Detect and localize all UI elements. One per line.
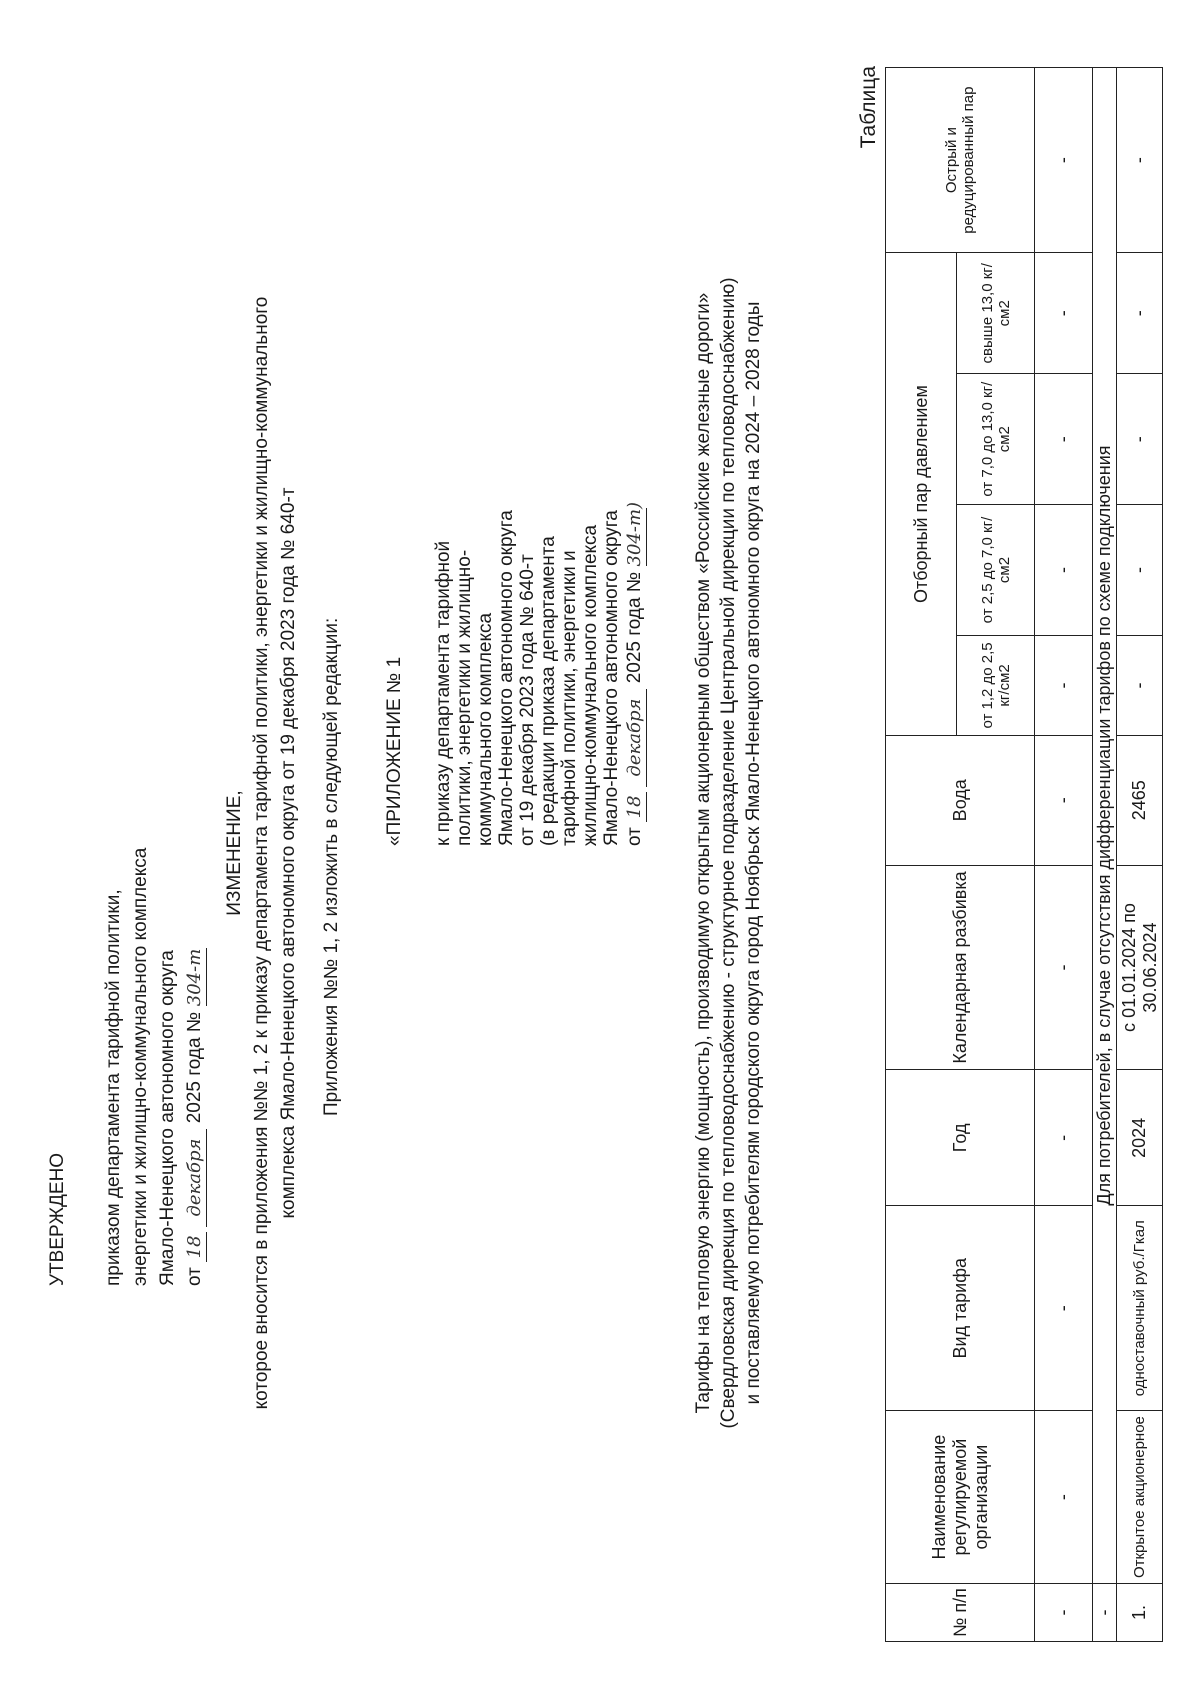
row1-year: 2024	[1117, 1070, 1163, 1206]
header-steam-2: от 2,5 до 7,0 кг/см2	[957, 505, 1035, 636]
header-steam-4: свыше 13,0 кг/см2	[957, 253, 1035, 374]
annex-month: декабря	[624, 698, 645, 777]
row1-sharp: -	[1117, 68, 1163, 253]
table-cell: -	[1035, 635, 1093, 735]
annex-line-8: жилищно-коммунального комплекса	[580, 524, 601, 846]
annex-number: 304-т)	[624, 501, 645, 567]
row1-steam-4: -	[1117, 253, 1163, 374]
table-cell: -	[1035, 505, 1093, 636]
header-sharp-steam: Острый и редуцированный пар	[886, 68, 1035, 253]
table-cell: -	[1035, 1583, 1093, 1641]
tariffs-heading-line-3: и поставляемую потребителям городского округа город Ноябрьск Ямало-Ненецкого автономного округа на 2024 – 2028 годы	[743, 301, 764, 1405]
table-row-dash	[1035, 68, 1093, 1642]
annex-day: 18	[624, 795, 645, 819]
tariffs-heading-line-2: (Свердловская дирекция по тепловодоснабжению - структурное подразделение Центральной дирекции по тепловодоснабжению)	[718, 277, 739, 1429]
table-label: Таблица	[857, 66, 880, 149]
annex-from: от	[624, 827, 645, 846]
table-row-1	[1117, 68, 1163, 1642]
annex-year-text: 2025 года №	[624, 571, 645, 684]
annex-line-6: (в редакции приказа департамента	[538, 536, 559, 846]
approval-year-text: 2025 года №	[184, 1011, 205, 1124]
header-steam: Отборный пар давлением	[886, 253, 957, 736]
table-cell: -	[1035, 1206, 1093, 1411]
annex-line-7: тарифной политики, энергетики и	[559, 550, 580, 846]
table-cell: -	[1035, 1070, 1093, 1206]
header-year: Год	[886, 1070, 1035, 1206]
table-cell: -	[1035, 865, 1093, 1070]
approval-line-1: приказом департамента тарифной политики,	[103, 889, 124, 1286]
header-calendar: Календарная разбивка	[886, 865, 1035, 1070]
header-steam-1: от 1,2 до 2,5 кг/см2	[957, 635, 1035, 735]
annex-line-3: коммунального комплекса	[475, 612, 496, 846]
header-steam-3: от 7,0 до 13,0 кг/см2	[957, 374, 1035, 505]
tariff-table	[885, 67, 1163, 1642]
header-tariff-type: Вид тарифа	[886, 1206, 1035, 1411]
approval-title: УТВЕРЖДЕНО	[47, 1152, 68, 1286]
header-water: Вода	[886, 735, 1035, 865]
row1-calendar: с 01.01.2024 по 30.06.2024	[1117, 865, 1163, 1070]
annex-line-9: Ямало-Ненецкого автономного округа	[601, 510, 622, 846]
annex-line-4: Ямало-Ненецкого автономного округа	[496, 510, 517, 846]
annex-line-5: от 19 декабря 2023 года № 640-т	[517, 554, 538, 846]
approval-number: 304-т	[184, 948, 205, 1007]
approval-day: 18	[184, 1235, 205, 1259]
change-line-1: которое вносится в приложения №№ 1, 2 к приказу департамента тарифной политики, энергетики и жилищно-коммунального	[251, 296, 272, 1410]
change-instruction: Приложения №№ 1, 2 изложить в следующей редакции:	[321, 617, 342, 1116]
row1-steam-2: -	[1117, 505, 1163, 636]
approval-date-line	[181, 948, 208, 1286]
section-title: Для потребителей, в случае отсутствия дифференциации тарифов по схеме подключения	[1093, 68, 1117, 1584]
header-org: Наименование регулируемой организации	[886, 1411, 1035, 1584]
annex-line-1: к приказу департамента тарифной	[433, 540, 454, 846]
tariffs-heading-line-1: Тарифы на тепловую энергию (мощность), производимую открытым акционерным обществом «Российские железные дороги»	[693, 292, 714, 1414]
table-header-row-1	[886, 68, 957, 1642]
row1-org: Открытое акционерное	[1117, 1411, 1163, 1584]
table-cell: -	[1035, 253, 1093, 374]
row1-num: 1.	[1117, 1583, 1163, 1641]
approval-line-3: Ямало-Ненецкого автономного округа	[157, 950, 178, 1286]
table-cell: -	[1035, 374, 1093, 505]
table-cell: -	[1035, 735, 1093, 865]
table-cell: -	[1035, 1411, 1093, 1584]
row1-water: 2465	[1117, 735, 1163, 865]
change-title: ИЗМЕНЕНИЕ,	[224, 790, 245, 916]
annex-date-line	[621, 501, 648, 846]
change-line-2: комплекса Ямало-Ненецкого автономного округа от 19 декабря 2023 года № 640-т	[278, 487, 299, 1219]
row1-steam-1: -	[1117, 635, 1163, 735]
section-num: -	[1093, 1583, 1117, 1641]
row1-steam-3: -	[1117, 374, 1163, 505]
annex-line-2: политики, энергетики и жилищно-	[454, 549, 475, 846]
approval-from: от	[184, 1267, 205, 1286]
table-section-row	[1093, 68, 1117, 1642]
header-num: № п/п	[886, 1583, 1035, 1641]
approval-month: декабря	[184, 1138, 205, 1217]
annex-title: «ПРИЛОЖЕНИЕ № 1	[384, 656, 405, 846]
row1-tariff-type: одноставочный руб./Гкал	[1117, 1206, 1163, 1411]
table-cell: -	[1035, 68, 1093, 253]
approval-line-2: энергетики и жилищно-коммунального комплекса	[130, 847, 151, 1286]
